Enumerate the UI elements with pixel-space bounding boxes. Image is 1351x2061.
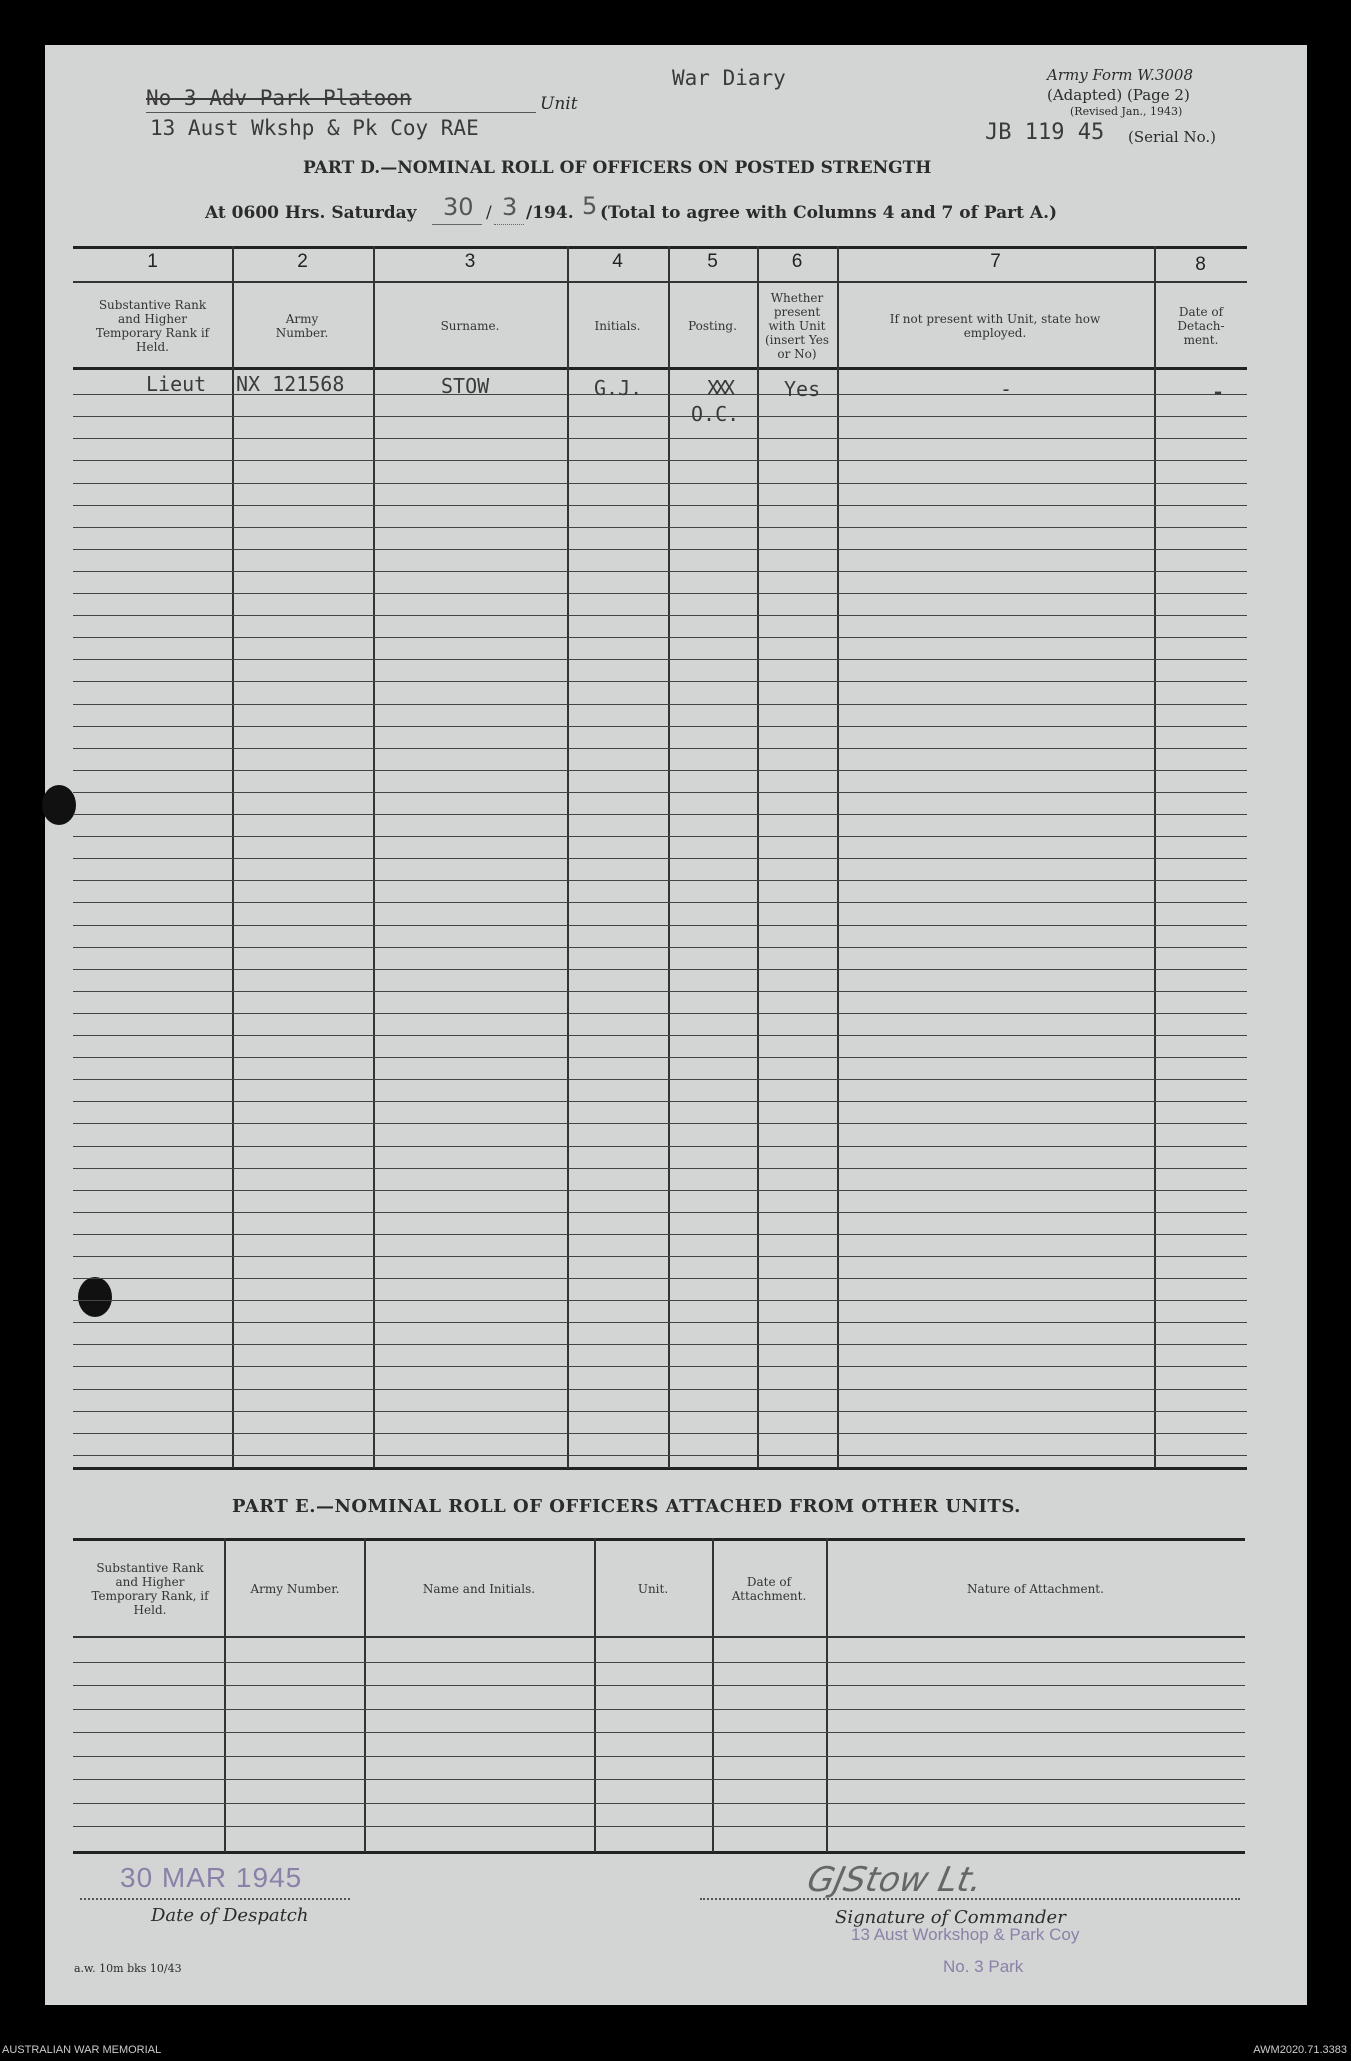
ruled-line [73,1756,1245,1757]
ruled-line [73,1455,1247,1456]
col-header-detachment: Date of Detach-ment. [1177,304,1225,347]
ruled-line [73,1433,1247,1434]
ruled-line [73,1411,1247,1412]
serial-label: (Serial No.) [1128,128,1216,146]
ruled-line [73,748,1247,749]
col-number-7: 7 [990,251,1001,272]
ruled-line [73,1146,1247,1147]
ruled-line [73,1366,1247,1367]
date-prefix: At 0600 Hrs. Saturday [205,203,417,223]
col-header-posting: Posting. [688,318,737,333]
entry-present: Yes [784,377,821,401]
ruled-line [73,1732,1245,1733]
ruled-line [73,460,1247,461]
commander-signature: GJStow Lt. [803,1860,987,1900]
form-adapted: (Adapted) (Page 2) [1047,86,1190,104]
ruled-line [73,1190,1247,1191]
part-d-number-divider [73,281,1247,283]
part-d-col-line [668,246,670,1468]
col-header-army-number: Army Number. [275,311,329,340]
ruled-line [73,1234,1247,1235]
ruled-line [73,1256,1247,1257]
ruled-line [73,593,1247,594]
ruled-line [73,1013,1247,1014]
ruled-line [73,1709,1245,1710]
ruled-line [73,637,1247,638]
part-d-col-line [757,246,759,1468]
date-year-digit: 5 [582,192,598,220]
ruled-line [73,1278,1247,1279]
unit-stamp-line2: No. 3 Park [943,1957,1024,1976]
ruled-line [73,947,1247,948]
e-header-rank: Substantive Rank and Higher Temporary Rank, if Held. [91,1560,209,1617]
ruled-line [73,1079,1247,1080]
part-e-bottom-border [73,1851,1245,1854]
ruled-line [73,1101,1247,1102]
ruled-line [73,836,1247,837]
col-number-6: 6 [791,251,803,272]
col-number-3: 3 [464,251,476,272]
signature-label: Signature of Commander [835,1907,1066,1928]
col-number-2: 2 [297,251,308,272]
date-year-prefix: /194. [526,203,574,223]
ruled-line [73,571,1247,572]
part-e-title: PART E.—NOMINAL ROLL OF OFFICERS ATTACHED FROM OTHER UNITS. [232,1496,1021,1517]
col-header-rank: Substantive Rank and Higher Temporary Rank if Held. [95,297,210,354]
ruled-line [73,615,1247,616]
ruled-line [73,416,1247,417]
form-number: Army Form W.3008 [1047,66,1193,84]
col-number-8: 8 [1195,254,1206,275]
ruled-line [73,1300,1247,1301]
e-header-nature: Nature of Attachment. [967,1581,1104,1596]
part-d-top-border [73,246,1247,249]
col-header-initials: Initials. [594,318,641,333]
entry-employed: - [1000,377,1013,401]
entry-rank: Lieut [146,372,207,396]
part-d-title: PART D.—NOMINAL ROLL OF OFFICERS ON POSTED STRENGTH [303,158,932,178]
ruled-line [73,549,1247,550]
ruled-line [73,1389,1247,1390]
ruled-line [73,1035,1247,1036]
ruled-line [73,1344,1247,1345]
entry-army-number: NX 121568 [236,372,345,396]
credit-left: AUSTRALIAN WAR MEMORIAL [2,2044,162,2056]
unit-label: Unit [540,94,578,114]
ruled-line [73,704,1247,705]
form-revised: (Revised Jan., 1943) [1070,105,1183,118]
credit-right: AWM2020.71.3383 [1253,2044,1347,2056]
part-e-col-line [224,1538,226,1852]
entry-surname: STOW [441,374,490,398]
ruled-line [73,1803,1245,1804]
date-sep: / [486,203,492,223]
part-e-col-line [712,1538,714,1852]
col-header-present: Whether present with Unit (insert Yes or No) [764,290,830,361]
col-header-employed: If not present with Unit, state how employed. [889,311,1101,340]
entry-posting-struck: XXX [707,376,732,400]
ruled-line [73,1057,1247,1058]
despatch-date-stamp: 30 MAR 1945 [120,1862,303,1893]
part-d-col-line [1154,246,1156,1468]
unit-name-line2: 13 Aust Wkshp & Pk Coy RAE [150,116,479,140]
ruled-line [73,969,1247,970]
entry-initials: G.J. [594,376,643,400]
ruled-line [73,1168,1247,1169]
ruled-line [73,659,1247,660]
ruled-line [73,1826,1245,1827]
ruled-line [73,1123,1247,1124]
ruled-line [73,925,1247,926]
entry-posting: O.C. [691,402,740,426]
war-diary-heading: War Diary [672,66,786,90]
punch-hole-bottom [78,1277,112,1317]
part-e-header-bottom [73,1636,1245,1638]
ruled-line [73,1662,1245,1663]
ruled-line [73,483,1247,484]
ruled-line [73,527,1247,528]
e-header-unit: Unit. [637,1581,669,1596]
date-day: 30 [443,193,474,221]
unit-name-line1: No 3 Adv Park Platoon [146,86,412,110]
ruled-line [73,1322,1247,1323]
entry-detachment: - [1212,380,1225,404]
ruled-line [73,681,1247,682]
ruled-line [73,726,1247,727]
unit-underline [146,112,536,113]
ruled-line [73,991,1247,992]
part-d-col-line [567,246,569,1468]
ruled-line [73,1212,1247,1213]
signature-line [700,1898,1240,1900]
ruled-line [73,770,1247,771]
e-header-army-number: Army Number. [250,1581,340,1596]
unit-stamp-line1: 13 Aust Workshop & Park Coy [851,1925,1080,1944]
part-d-header-bottom [73,367,1247,370]
ruled-line [73,438,1247,439]
part-d-bottom-border [73,1467,1247,1470]
ruled-line [73,880,1247,881]
ruled-line [73,505,1247,506]
part-d-col-line [373,246,375,1468]
col-header-surname: Surname. [440,318,500,333]
col-number-4: 4 [612,251,623,272]
punch-hole-top [42,785,76,825]
despatch-label: Date of Despatch [151,1905,309,1926]
e-header-name: Name and Initials. [422,1581,536,1596]
ruled-line [73,792,1247,793]
serial-number: JB 119 45 [985,120,1105,145]
ruled-line [73,1779,1245,1780]
date-suffix: (Total to agree with Columns 4 and 7 of Part A.) [600,203,1058,223]
ruled-line [73,1685,1245,1686]
print-code: a.w. 10m bks 10/43 [74,1962,182,1975]
date-month: 3 [502,193,518,221]
date-day-line [432,224,482,225]
despatch-line [80,1898,350,1900]
col-number-5: 5 [707,251,718,272]
date-month-line [494,224,524,225]
part-d-col-line [837,246,839,1468]
col-number-1: 1 [147,251,158,272]
ruled-line [73,814,1247,815]
ruled-line [73,858,1247,859]
part-d-col-line [232,246,234,1468]
e-header-attachment-date: Date of Attachment. [731,1574,807,1603]
ruled-line [73,902,1247,903]
